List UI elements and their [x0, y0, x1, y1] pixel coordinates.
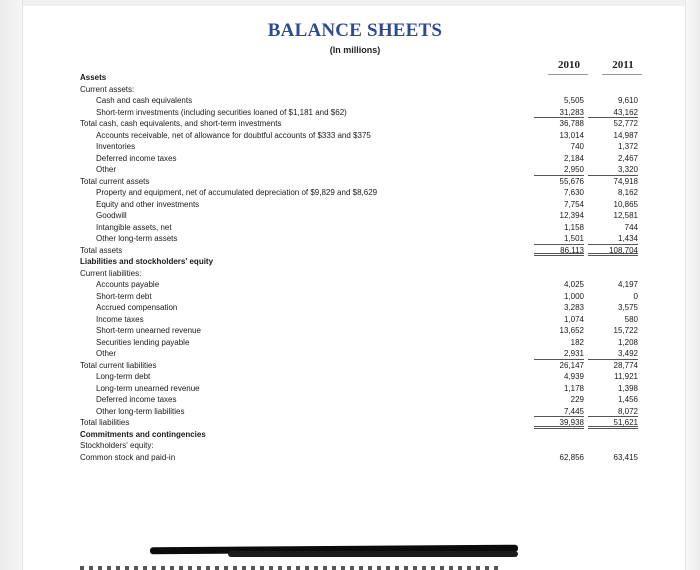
screen-top-edge [0, 0, 700, 6]
table-row [0, 440, 700, 452]
value-2010: 7,754 [563, 199, 584, 209]
value-2011: 11,921 [614, 372, 638, 381]
redaction-mark [228, 551, 518, 557]
value-2010: 7,630 [563, 188, 584, 197]
row-label: Property and equipment, net of accumulated depreciation of $9,829 and $8,629 [96, 188, 378, 197]
row-label: Other [96, 349, 117, 358]
row-label: Deferred income taxes [96, 395, 177, 404]
value-2011: 15,722 [613, 326, 638, 335]
value-2011: 74,918 [613, 176, 638, 186]
value-2011: 9,610 [617, 96, 638, 105]
table-row [0, 325, 700, 337]
row-label: Goodwill [96, 211, 127, 220]
value-2011: 0 [633, 291, 638, 301]
row-label: Accounts payable [96, 280, 160, 289]
value-2011: 43,162 [588, 107, 638, 119]
table-row [0, 164, 700, 176]
row-label: Current liabilities: [80, 268, 142, 278]
value-2010: 55,676 [559, 176, 584, 186]
row-label: Total liabilities [80, 418, 130, 427]
value-2011: 28,774 [613, 360, 638, 370]
table-row [0, 383, 700, 395]
table-row [0, 176, 700, 188]
value-2010: 2,950 [534, 164, 584, 176]
table-row [0, 118, 700, 130]
value-2010: 229 [570, 395, 584, 404]
value-2010: 182 [570, 337, 584, 347]
balance-sheet-table [0, 72, 700, 463]
table-row [0, 107, 700, 119]
row-label: Other [96, 165, 117, 174]
value-2011: 3,492 [588, 348, 638, 360]
value-2010: 1,501 [534, 233, 584, 245]
value-2010: 1,000 [563, 291, 584, 301]
table-row [0, 452, 700, 464]
value-2010: 12,394 [559, 211, 584, 220]
value-2011: 12,581 [613, 211, 638, 220]
row-label: Current assets: [80, 84, 135, 94]
value-2011: 1,372 [617, 142, 638, 151]
value-2011: 4,197 [617, 280, 638, 289]
value-2011: 108,704 [588, 245, 638, 257]
row-label: Total cash, cash equivalents, and short-term investments [80, 119, 282, 128]
row-label: Common stock and paid-in [80, 452, 176, 462]
table-row [0, 141, 700, 153]
table-row [0, 199, 700, 211]
value-2010: 740 [570, 142, 584, 151]
row-label: Long-term unearned revenue [96, 383, 200, 393]
year-header-2010: 2010 [558, 59, 580, 71]
value-2010: 36,788 [559, 119, 584, 128]
row-label: Other long-term liabilities [96, 406, 185, 416]
table-row [0, 222, 700, 234]
row-label: Short-term debt [96, 291, 152, 301]
table-row [0, 348, 700, 360]
value-2010: 26,147 [559, 360, 584, 370]
value-2011: 1,398 [617, 383, 638, 393]
row-label: Equity and other investments [96, 199, 200, 209]
table-row [0, 245, 700, 257]
table-row [0, 394, 700, 406]
table-row [0, 84, 700, 96]
value-2011: 8,162 [617, 188, 638, 197]
row-label: Income taxes [96, 314, 144, 324]
value-2011: 1,434 [588, 233, 638, 245]
table-row [0, 417, 700, 429]
value-2010: 1,074 [563, 314, 584, 324]
row-label: Stockholders' equity: [80, 441, 154, 450]
row-label: Accounts receivable, net of allowance for doubtful accounts of $333 and $375 [96, 130, 371, 140]
row-label: Short-term investments (including securities loaned of $1,181 and $62) [96, 107, 347, 117]
value-2011: 744 [624, 222, 638, 232]
table-row [0, 406, 700, 418]
table-row [0, 291, 700, 303]
row-label: Total current assets [80, 176, 150, 186]
row-label: Assets [80, 73, 107, 82]
year-header-2011: 2011 [612, 59, 634, 71]
row-label: Intangible assets, net [96, 222, 172, 232]
table-row [0, 95, 700, 107]
value-2011: 2,467 [617, 153, 638, 163]
value-2011: 14,987 [613, 130, 638, 140]
value-2010: 2,931 [534, 348, 584, 360]
value-2010: 4,939 [563, 372, 584, 381]
value-2011: 1,456 [617, 395, 638, 404]
row-label: Cash and cash equivalents [96, 96, 193, 105]
table-row [0, 233, 700, 245]
value-2010: 2,184 [563, 153, 584, 163]
row-label: Liabilities and stockholders' equity [80, 257, 214, 266]
table-row [0, 187, 700, 199]
page-title: BALANCE SHEETS [267, 20, 443, 41]
table-row [0, 371, 700, 383]
table-row [0, 429, 700, 441]
value-2011: 8,072 [588, 406, 638, 418]
value-2010: 13,014 [559, 130, 584, 140]
value-2010: 39,938 [534, 417, 584, 429]
value-2011: 3,320 [588, 164, 638, 176]
page-subtitle: (In millions) [329, 45, 381, 55]
table-row [0, 153, 700, 165]
value-2010: 3,283 [563, 303, 584, 312]
table-row [0, 337, 700, 349]
row-label: Securities lending payable [96, 337, 190, 347]
value-2010: 31,283 [534, 107, 584, 119]
table-row [0, 210, 700, 222]
row-label: Other long-term assets [96, 234, 178, 243]
table-row [0, 302, 700, 314]
value-2011: 10,865 [613, 199, 638, 209]
value-2010: 5,505 [563, 96, 584, 105]
row-label: Long-term debt [96, 372, 151, 381]
value-2010: 1,178 [563, 383, 584, 393]
row-label: Deferred income taxes [96, 153, 177, 163]
value-2010: 1,158 [563, 222, 584, 232]
value-2011: 51,621 [588, 417, 638, 429]
value-2011: 3,575 [617, 303, 638, 312]
row-label: Commitments and contingencies [80, 429, 206, 439]
value-2011: 52,772 [613, 119, 638, 128]
table-row [0, 360, 700, 372]
table-row [0, 72, 700, 84]
table-row [0, 130, 700, 142]
row-label: Accrued compensation [96, 303, 178, 312]
table-row [0, 256, 700, 268]
value-2010: 86,113 [534, 245, 584, 257]
row-label: Total current liabilities [80, 360, 157, 370]
value-2010: 4,025 [563, 280, 584, 289]
value-2010: 7,445 [534, 406, 584, 418]
row-label: Inventories [96, 142, 136, 151]
table-row [0, 268, 700, 280]
table-row [0, 279, 700, 291]
value-2011: 580 [624, 314, 638, 324]
row-label: Total assets [80, 245, 123, 255]
value-2010: 62,856 [559, 452, 584, 462]
table-row [0, 314, 700, 326]
cut-off-text-line [80, 566, 500, 570]
row-label: Short-term unearned revenue [96, 326, 201, 335]
value-2011: 63,415 [613, 452, 638, 462]
value-2010: 13,652 [559, 326, 584, 335]
value-2011: 1,208 [617, 337, 638, 347]
